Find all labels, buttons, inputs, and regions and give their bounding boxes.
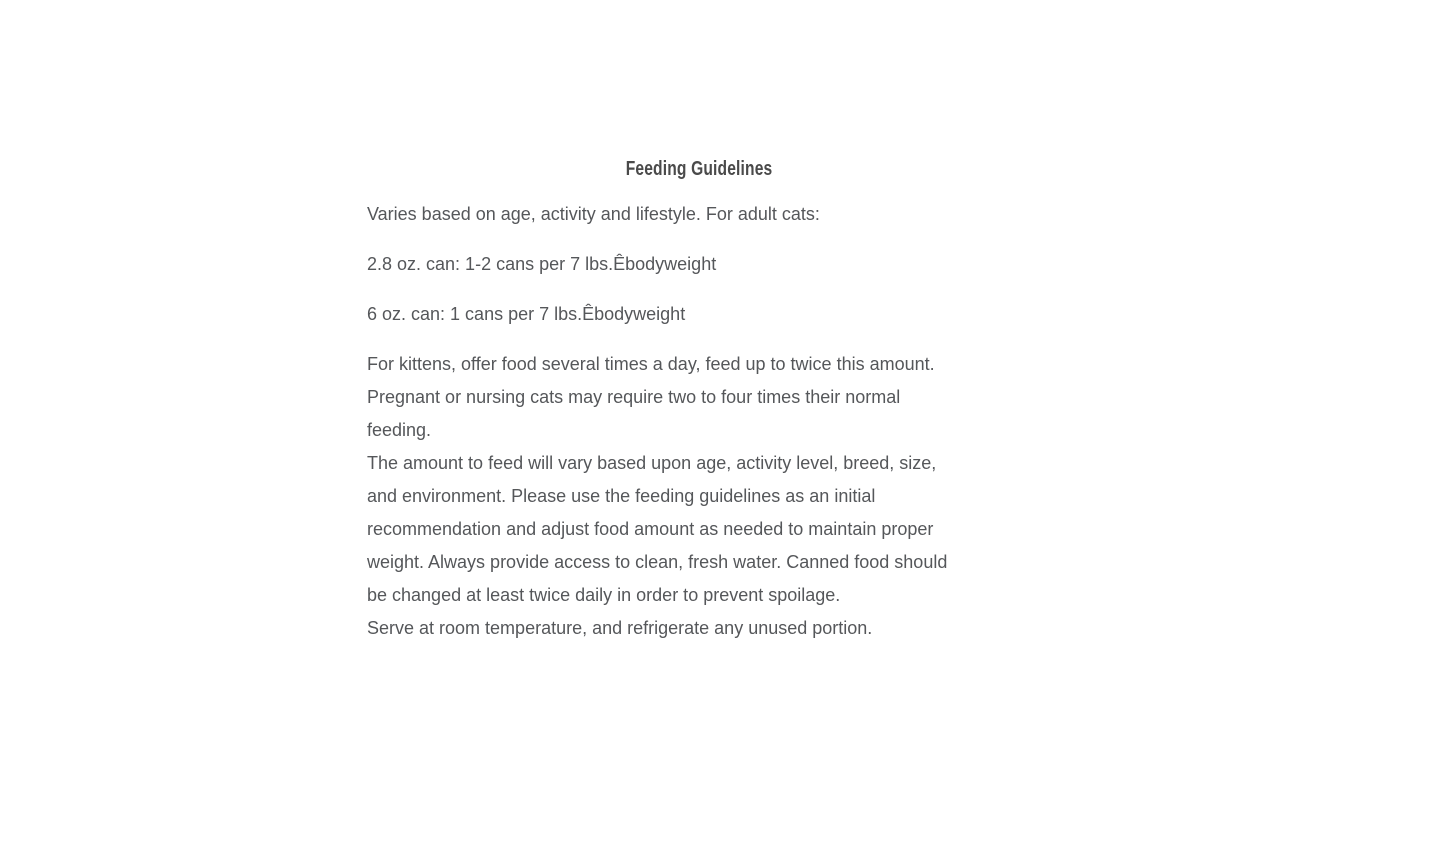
section-title-text: Feeding Guidelines <box>625 158 773 180</box>
note-line: For kittens, offer food several times a day, feed up to twice this amount. <box>367 354 935 374</box>
serving-line-large-can: 6 oz. can: 1 cans per 7 lbs.Êbodyweight <box>367 304 686 324</box>
feeding-notes <box>367 348 1031 645</box>
section-title <box>367 154 1031 184</box>
note-line: and environment. Please use the feeding guidelines as an initial <box>367 486 876 506</box>
note-line: recommendation and adjust food amount as needed to maintain proper <box>367 519 934 539</box>
note-line: be changed at least twice daily in order to prevent spoilage. <box>367 585 841 605</box>
feeding-guidelines-section <box>367 154 1031 645</box>
note-line: Serve at room temperature, and refrigerate any unused portion. <box>367 618 873 638</box>
note-line: The amount to feed will vary based upon age, activity level, breed, size, <box>367 453 937 473</box>
note-line: feeding. <box>367 420 432 440</box>
serving-line-small-can: 2.8 oz. can: 1-2 cans per 7 lbs.Êbodyweight <box>367 254 717 274</box>
intro-text: Varies based on age, activity and lifestyle. For adult cats: <box>367 204 820 224</box>
note-line: weight. Always provide access to clean, fresh water. Canned food should <box>367 552 948 572</box>
note-line: Pregnant or nursing cats may require two to four times their normal <box>367 387 901 407</box>
